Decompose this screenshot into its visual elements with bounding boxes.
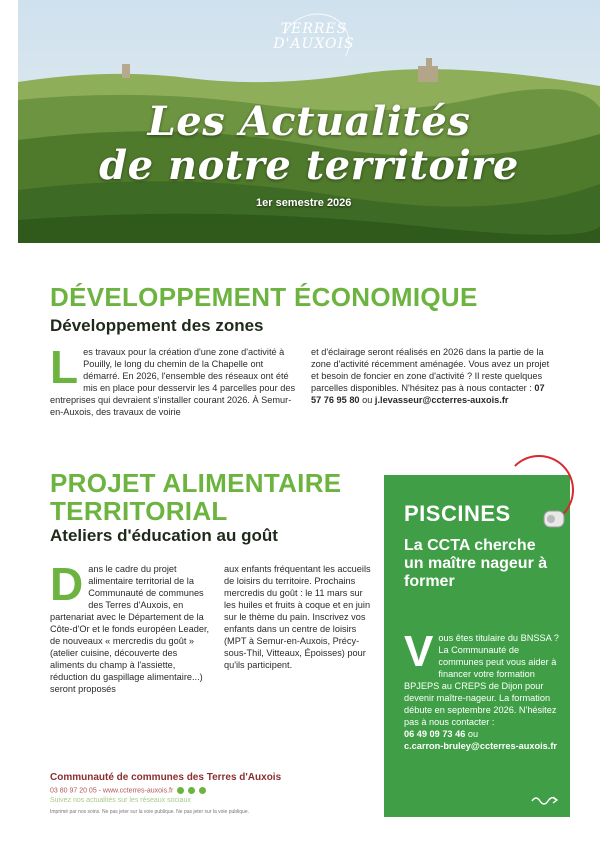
section-food-subtitle: Ateliers d'éducation au goût (50, 526, 278, 545)
contact-email-economic[interactable]: j.levasseur@ccterres-auxois.fr (374, 395, 509, 405)
section-food-col1-text: ans le cadre du projet alimentaire territorial de la Communauté de communes des Terres d'Auxois, en partenariat avec le Département de la Côte-d'Or et le fonds européen Leader, de nouveaux « mercredis du goût » (atelier cuisine, découverte des aliments du champ à l'assiette, réduction du gaspillage alimentaire...) seront proposés (50, 564, 210, 694)
footer-organization: Communauté de communes des Terres d'Auxois (50, 772, 282, 783)
pool-recruitment-box (384, 475, 570, 817)
pool-headline: La CCTA cherche un maître nageur à former (404, 537, 548, 590)
section-food-col2: aux enfants fréquentant les accueils de loisirs du territoire. Prochains mercredis du goût : le 11 mars sur les huiles et fruits à coque et en juin sur le thème du pain. Inscrivez vos enfants dans un centre de loisirs (MPT à Semur-en-Auxois, Précy-sous-Thil, Vitteaux, Époisses) pour qu'ils participent. (224, 564, 371, 670)
linkedin-icon[interactable] (199, 787, 206, 794)
contact-email-pool[interactable]: c.carron-bruley@ccterres-auxois.fr (404, 741, 557, 751)
section-economic-col1 (50, 341, 300, 418)
section-food-title: PROJET ALIMENTAIRE TERRITORIAL (50, 468, 342, 526)
section-economic-title: DÉVELOPPEMENT ÉCONOMIQUE (50, 282, 478, 312)
section-food-col1 (50, 558, 210, 695)
pool-body-text: ous êtes titulaire du BNSSA ? La Communauté de communes peut vous aider à financer votre formation BPJEPS au CREPS de Dijon pour devenir maître-nageur. La formation débute en septembre 2026. N'hésitez pas à nous contacter : (404, 633, 559, 727)
footer-contact-text[interactable]: 03 80 97 20 05 - www.ccterres-auxois.fr (50, 787, 174, 795)
footer-print-notice: Imprimé par nos soins. Ne pas jeter sur la voie publique. Ne pas jeter sur la voie publique. (50, 809, 249, 815)
page-title-line1: Les Actualités (147, 98, 471, 145)
contact-phone-pool[interactable]: 06 49 09 73 46 (404, 729, 466, 739)
footer-contact (50, 787, 206, 794)
section-economic-col2-text: et d'éclairage seront réalisés en 2026 dans la partie de la zone d'activité récemment aménagée. Vous avez un projet et besoin de foncier en zone d'activité ? Il reste quelques parcelles disponibles. N'hésitez pas à nous contacter : (311, 347, 550, 393)
section-economic-subtitle: Développement des zones (50, 316, 264, 335)
footer-subscribe: Suivez nos actualités sur les réseaux sociaux (50, 797, 191, 804)
dropcap-v: V (404, 627, 434, 676)
brand-logo-line1: TERRES (280, 21, 348, 37)
whistle-icon (540, 503, 568, 533)
semester-label: 1er semestre 2026 (256, 197, 352, 209)
dropcap-l: L (50, 341, 79, 393)
section-economic-col2 (311, 346, 557, 406)
pool-title: PISCINES (404, 501, 511, 526)
or-text: ou (362, 395, 373, 405)
page-title-line2: de notre territoire (99, 142, 519, 189)
brand-logo (266, 22, 362, 52)
squiggle-arrow-icon (530, 793, 560, 807)
brand-logo-line2: D'AUXOIS (273, 36, 355, 52)
dropcap-d: D (50, 558, 84, 610)
contact-phone-economic[interactable]: 07 57 76 95 80 (311, 383, 545, 405)
page-title (18, 100, 600, 188)
facebook-icon[interactable] (188, 787, 195, 794)
or-text-pool: ou (467, 729, 479, 739)
hero-banner (18, 0, 600, 243)
instagram-icon[interactable] (177, 787, 184, 794)
pool-body (404, 627, 562, 752)
section-economic-col1-text: es travaux pour la création d'une zone d'activité à Pouilly, le long du chemin de la Chapelle ont démarré. En 2026, l'ensemble des réseaux ont été mis en place pour desservir les 4 parcelles pour des entreprises qui devraient s'installer courant 2026. À Semur-en-Auxois, des travaux de voirie (50, 347, 296, 417)
